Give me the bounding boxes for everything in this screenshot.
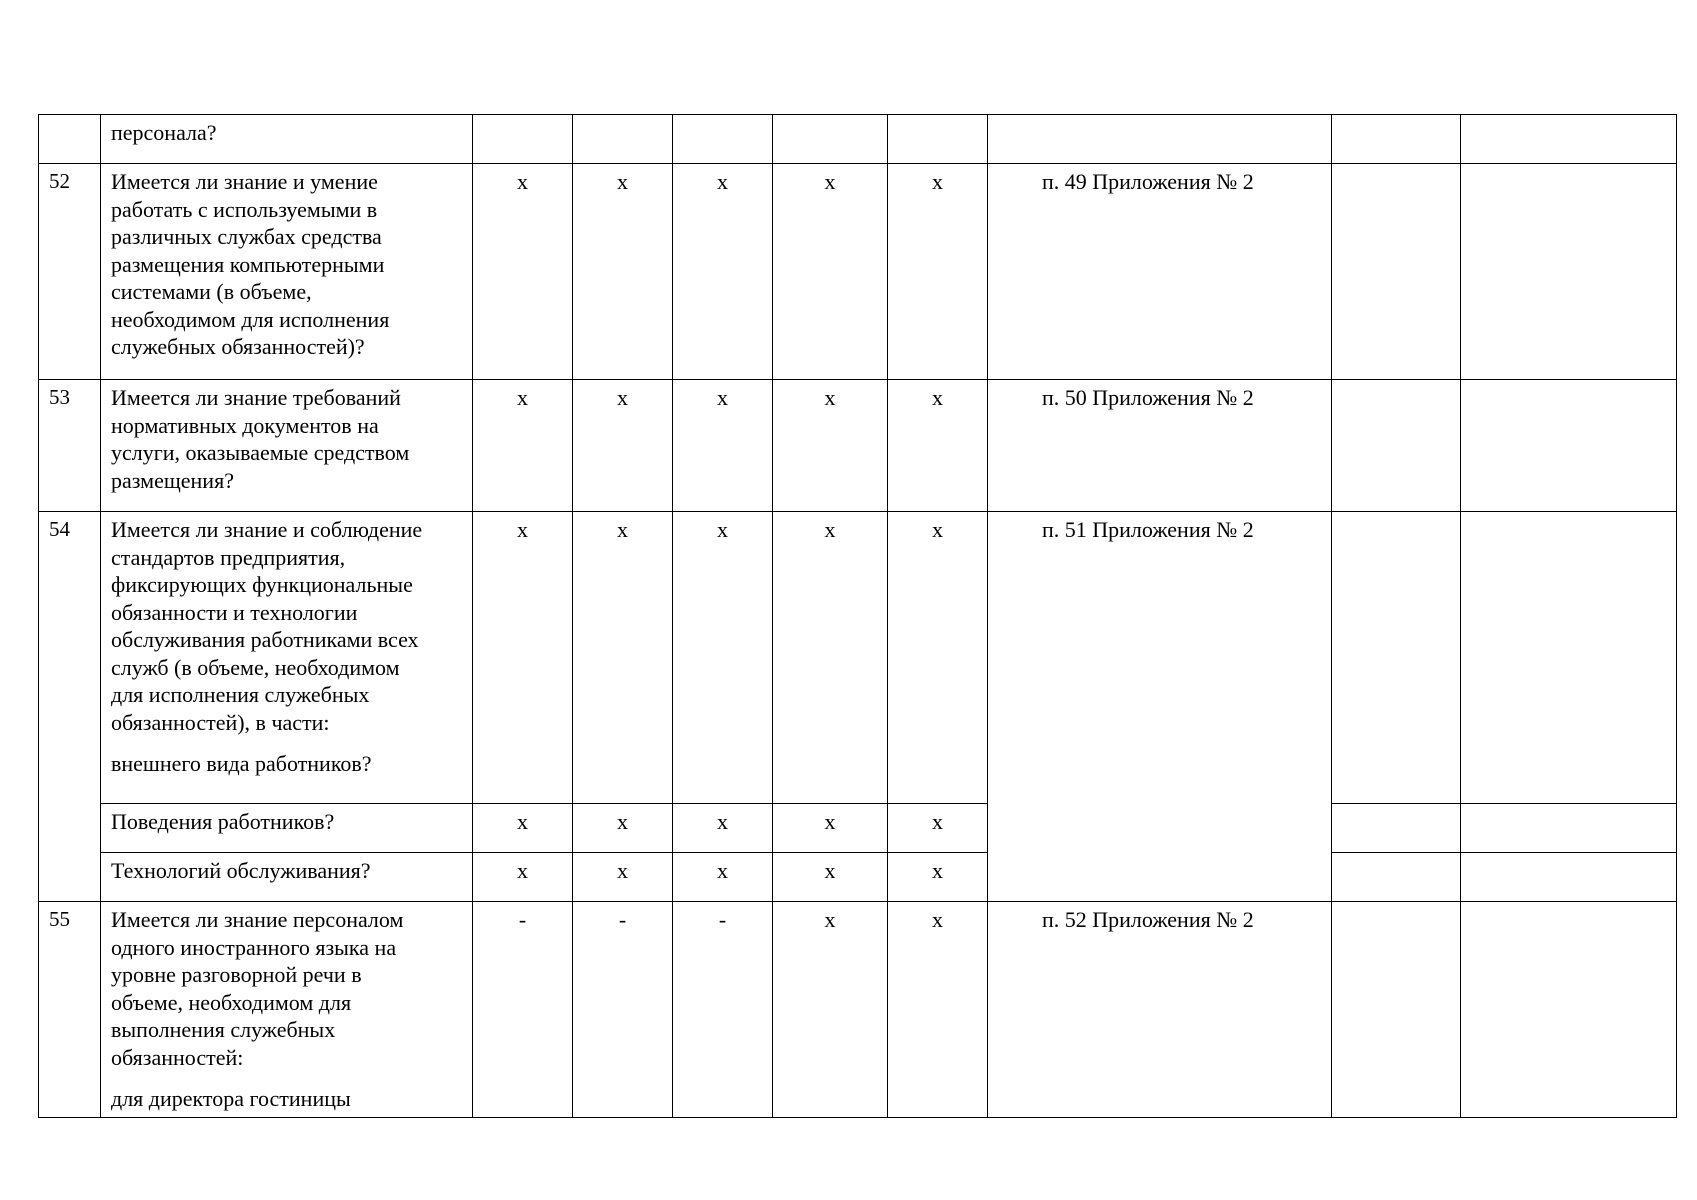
question-line: стандартов предприятия, [111,544,346,570]
empty-cell [1332,115,1461,164]
table-row [39,380,1677,512]
row-number: 53 [39,380,101,512]
row-number: 54 [39,512,101,902]
mark-cell: x [473,380,573,512]
mark-cell: x [773,512,888,804]
empty-cell [1332,164,1461,380]
mark-cell: x [888,512,988,804]
mark-cell: x [888,804,988,853]
question-line: обслуживания работниками всех [111,627,419,652]
table-row [39,512,1677,804]
reference-cell: п. 50 Приложения № 2 [988,380,1332,512]
empty-cell [1461,164,1677,380]
mark-cell [573,115,673,164]
reference-cell [988,115,1332,164]
mark-cell: x [888,164,988,380]
question-line: работать с используемыми в [111,196,378,222]
mark-cell: x [773,804,888,853]
mark-cell: x [473,512,573,804]
mark-cell: - [573,902,673,1118]
mark-cell: x [773,853,888,902]
empty-cell [1332,512,1461,804]
empty-cell [1332,804,1461,853]
question-line: служб (в объеме, необходимом [111,654,400,680]
mark-cell: x [573,512,673,804]
mark-cell: x [573,804,673,853]
question-line: персонала? [111,120,217,145]
empty-cell [1461,380,1677,512]
empty-cell [1461,853,1677,902]
mark-cell: x [573,853,673,902]
question-line: служебных обязанностей)? [111,334,365,359]
question-line: размещения? [111,467,234,493]
table-row [39,164,1677,380]
mark-cell: x [673,164,773,380]
mark-cell: x [573,380,673,512]
mark-cell: x [773,380,888,512]
question-line: различных службах средства [111,224,382,249]
question-line: размещения компьютерными [111,251,385,277]
question-cell [101,902,473,1118]
paragraph-gap [111,736,462,750]
question-line: выполнения служебных [111,1017,336,1042]
paragraph-gap [111,1071,462,1085]
question-line: для исполнения служебных [111,682,370,707]
question-line: Имеется ли знание и умение [111,169,378,194]
mark-cell: x [573,164,673,380]
mark-cell: x [673,512,773,804]
empty-cell [1332,380,1461,512]
mark-cell: x [773,902,888,1118]
mark-cell [673,115,773,164]
question-line: Имеется ли знание персоналом [111,907,404,932]
mark-cell [888,115,988,164]
question-line: услуги, оказываемые средством [111,440,410,465]
question-line: фиксирующих функциональные [111,572,413,597]
sub-item-line: для директора гостиницы [111,1086,351,1111]
reference-cell: п. 51 Приложения № 2 [988,512,1332,902]
reference-cell: п. 52 Приложения № 2 [988,902,1332,1118]
row-number: 55 [39,902,101,1118]
requirements-table [38,114,1677,1118]
mark-cell: - [673,902,773,1118]
table-row [39,902,1677,1118]
empty-cell [1332,902,1461,1118]
question-cell [101,512,473,804]
mark-cell: x [773,164,888,380]
mark-cell [473,115,573,164]
question-line: Поведения работников? [111,809,335,834]
mark-cell: x [673,804,773,853]
question-line: системами (в объеме, [111,279,312,304]
question-line: объеме, необходимом для [111,989,352,1015]
question-cell [101,853,473,902]
mark-cell: - [473,902,573,1118]
row-number: 52 [39,164,101,380]
question-cell [101,380,473,512]
sub-item-line: внешнего вида работников? [111,751,372,776]
question-cell [101,164,473,380]
question-cell [101,804,473,853]
empty-cell [1461,512,1677,804]
mark-cell: x [473,853,573,902]
question-line: Имеется ли знание и соблюдение [111,517,423,542]
question-line: обязанностей: [111,1044,244,1070]
question-line: Технологий обслуживания? [111,858,371,883]
mark-cell: x [888,380,988,512]
document-page [38,114,1677,1118]
empty-cell [1461,804,1677,853]
question-line: обязанностей), в части: [111,709,330,735]
row-number [39,115,101,164]
question-line: обязанности и технологии [111,599,358,625]
mark-cell: x [888,853,988,902]
mark-cell [773,115,888,164]
mark-cell: x [673,853,773,902]
reference-cell: п. 49 Приложения № 2 [988,164,1332,380]
empty-cell [1461,902,1677,1118]
empty-cell [1461,115,1677,164]
table-row [39,115,1677,164]
mark-cell: x [888,902,988,1118]
question-line: нормативных документов на [111,412,379,438]
empty-cell [1332,853,1461,902]
question-line: необходимом для исполнения [111,306,390,332]
mark-cell: x [673,380,773,512]
mark-cell: x [473,164,573,380]
table-row [39,804,1677,853]
question-line: уровне разговорной речи в [111,962,362,987]
table-row [39,853,1677,902]
question-cell [101,115,473,164]
question-line: Имеется ли знание требований [111,385,401,410]
mark-cell: x [473,804,573,853]
question-line: одного иностранного языка на [111,934,397,960]
